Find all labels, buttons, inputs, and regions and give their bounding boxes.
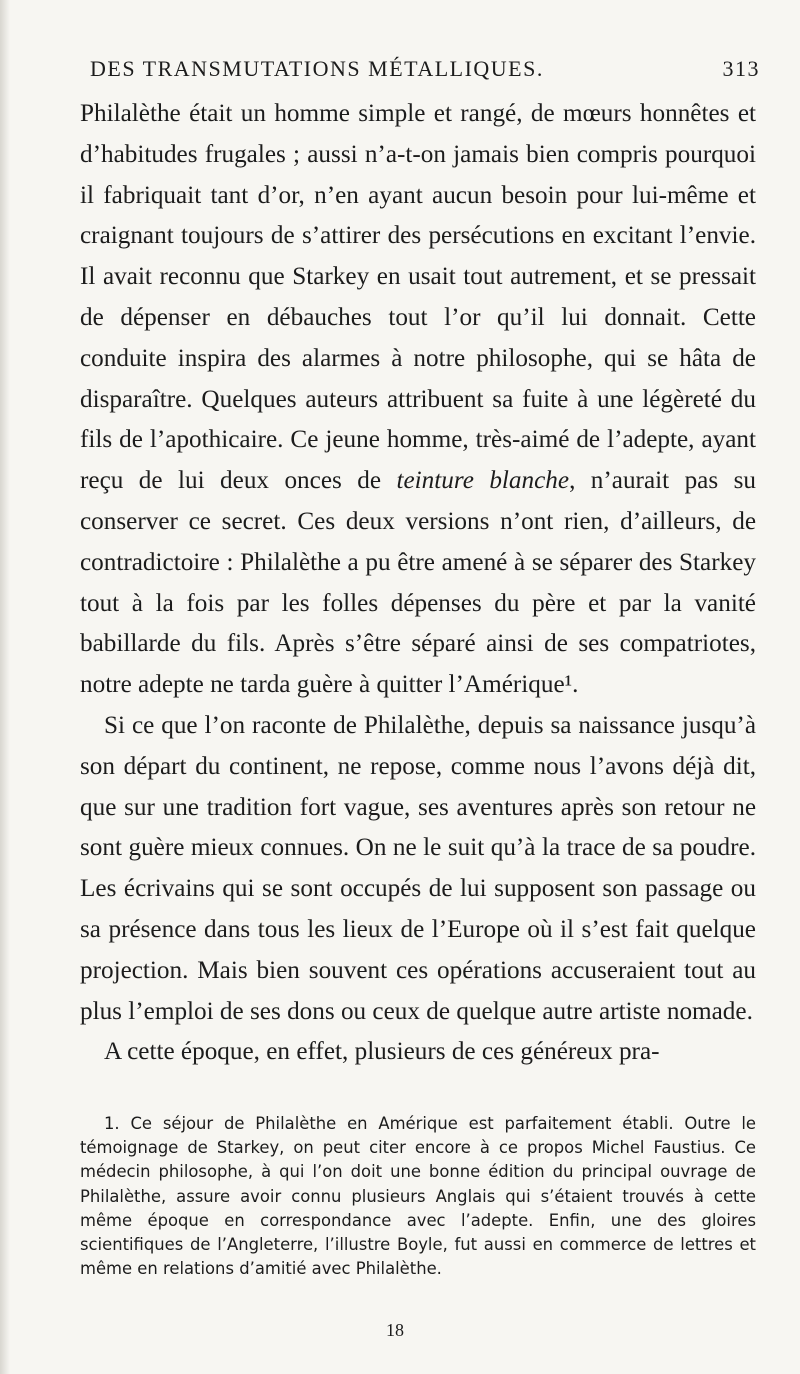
paragraph-1-text-b: , n’aurait pas su conserver ce secret. Ces deux versions n’ont rien, d’ailleurs, de contradictoire : Philalèthe a pu être amené à se séparer des Starkey tout à la fois par les folles dépenses du père et par la vanité babillarde du fils. Après s’être séparé ainsi de ses compatriotes, notre adepte ne tarda guère à quitter l’Amérique¹. xyxy=(80,467,756,699)
paragraph-3: A cette époque, en effet, plusieurs de ces généreux pra- xyxy=(104,1038,660,1066)
page-edge xyxy=(0,0,10,1374)
footnote-text: 1. Ce séjour de Philalèthe en Amérique est parfaitement établi. Outre le témoignage de Starkey, on peut citer encore à ce propos Michel Faustius. Ce médecin philosophe, à qui l’on doit une bonne édition du principal ouvrage de Philalèthe, assure avoir connu plusieurs Anglais qui s’étaient trouvés à cette même époque en correspondance avec l’adepte. Enfin, une des gloires scientifiques de l’Angleterre, l’illustre Boyle, fut aussi en commerce de lettres et même en relations d’amitié avec Philalèthe. xyxy=(80,1114,756,1279)
running-header xyxy=(0,56,800,86)
main-text xyxy=(80,94,756,1073)
running-title: DES TRANSMUTATIONS MÉTALLIQUES. xyxy=(90,56,544,81)
page-number: 313 xyxy=(722,56,760,81)
paragraph-2: Si ce que l’on raconte de Philalèthe, depuis sa naissance jusqu’à son départ du continent, ne repose, comme nous l’avons déjà dit, que sur une tradition fort vague, ses aventures après son retour ne sont guère mieux connues. On ne le suit qu’à la trace de sa poudre. Les écrivains qui se sont occupés de lui supposent son passage ou sa présence dans tous les lieux de l’Europe où il s’est fait quelque projection. Mais bien souvent ces opérations accuseraient tout au plus l’emploi de ses dons ou ceux de quelque autre artiste nomade. xyxy=(80,711,756,1025)
paragraph-1 xyxy=(80,94,756,706)
footnote xyxy=(80,1112,756,1281)
italic-term: teinture blanche xyxy=(396,467,570,495)
signature-number: 18 xyxy=(386,1320,404,1340)
paragraph-1-text-a: Philalèthe était un homme simple et rangé, de mœurs honnêtes et d’habitudes frugales ; aussi n’a-t-on jamais bien compris pourquoi il fabriquait tant d’or, n’en ayant aucun besoin pour lui-même et craignant toujours de s’attirer des persécutions en excitant l’envie. Il avait reconnu que Starkey en usait tout autrement, et se pressait de dépenser en débauches tout l’or qu’il lui donnait. Cette conduite inspira des alarmes à notre philosophe, qui se hâta de disparaître. Quelques auteurs attribuent sa fuite à une légèreté du fils de l’apothicaire. Ce jeune homme, très-aimé de l’adepte, ayant reçu de lui deux onces de xyxy=(80,100,756,495)
